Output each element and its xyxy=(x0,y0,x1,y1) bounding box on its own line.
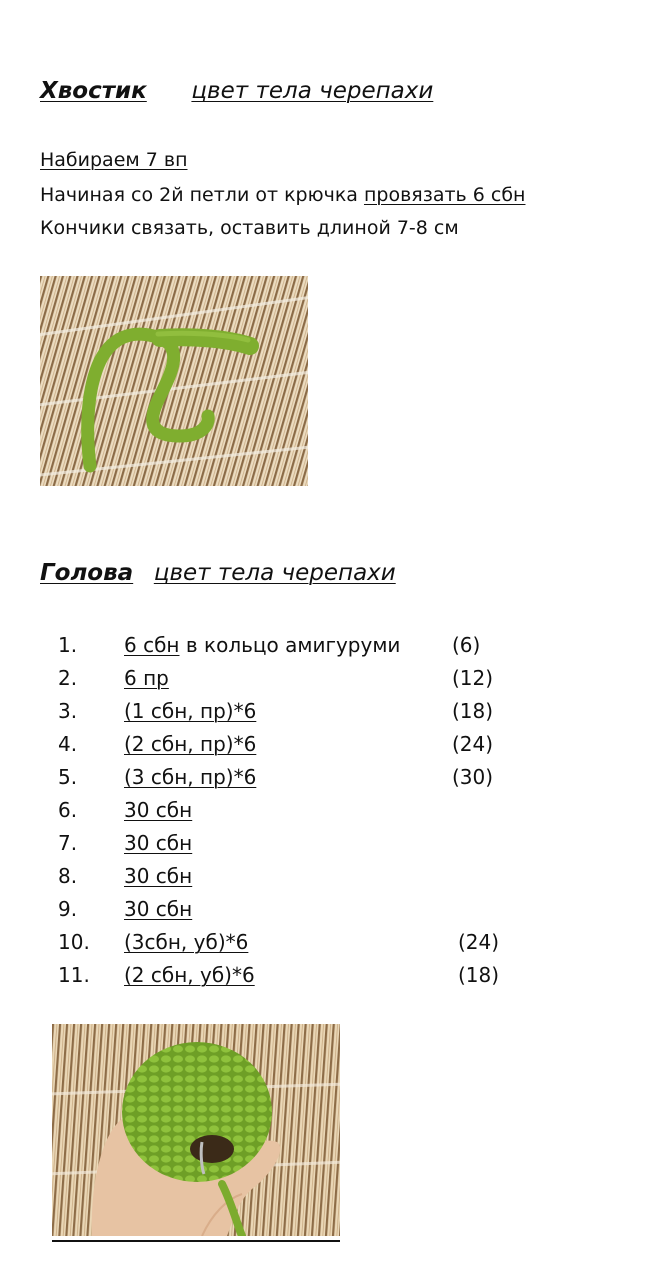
head-color: цвет тела черепахи xyxy=(153,560,396,586)
tail-photo xyxy=(40,276,308,486)
list-item: 6. 30 сбн xyxy=(58,798,193,822)
list-item: 8. 30 сбн xyxy=(58,864,193,888)
tail-title: Хвостик xyxy=(40,78,147,104)
head-heading xyxy=(40,560,396,586)
bottom-divider xyxy=(52,1240,340,1242)
list-item: 1. 6 сбн в кольцо амигуруми (6) xyxy=(58,633,481,657)
tail-heading xyxy=(40,78,433,104)
list-item: 7. 30 сбн xyxy=(58,831,193,855)
list-item: 2. 6 пр (12) xyxy=(58,666,494,690)
list-item: 10. (3сбн, уб)*6 (24) xyxy=(58,930,500,954)
head-photo xyxy=(52,1024,340,1236)
tail-line-1: Набираем 7 вп xyxy=(40,149,188,171)
tail-line-3: Кончики связать, оставить длиной 7-8 см xyxy=(40,217,459,239)
head-title: Голова xyxy=(40,560,134,586)
list-item: 4. (2 сбн, пр)*6 (24) xyxy=(58,732,494,756)
list-item: 3. (1 сбн, пр)*6 (18) xyxy=(58,699,494,723)
list-item: 9. 30 сбн xyxy=(58,897,193,921)
list-item: 11. (2 сбн, уб)*6 (18) xyxy=(58,963,500,987)
list-item: 5. (3 сбн, пр)*6 (30) xyxy=(58,765,494,789)
tail-line-2: Начиная со 2й петли от крючка провязать 6 сбн xyxy=(40,184,526,206)
tail-color: цвет тела черепахи xyxy=(191,78,434,104)
